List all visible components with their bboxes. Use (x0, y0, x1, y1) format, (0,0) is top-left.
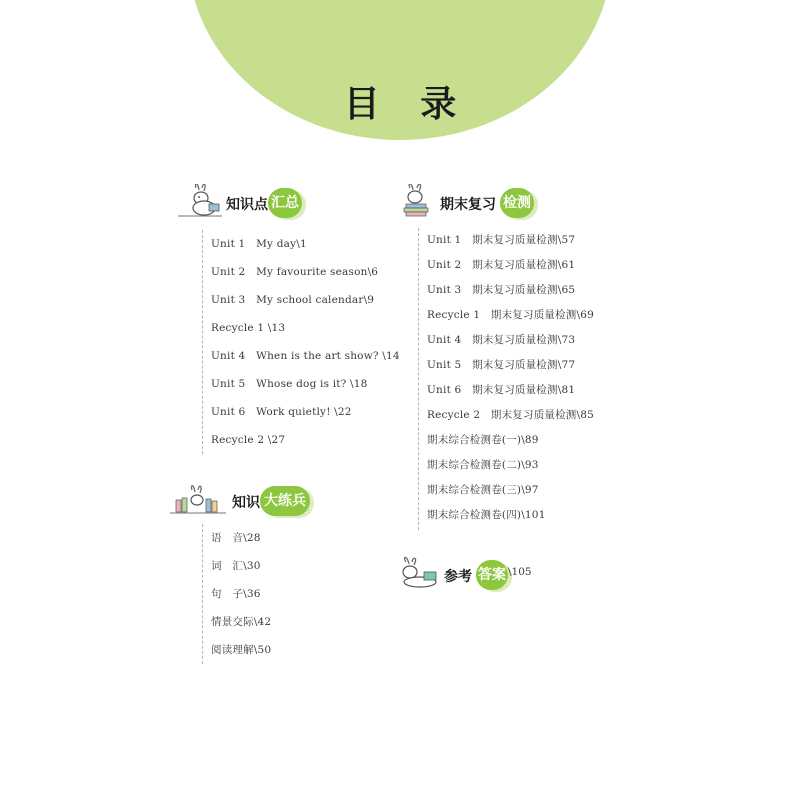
toc-entry[interactable]: Unit 1 期末复习质量检测\57 (427, 234, 576, 246)
bunny-books-icon (168, 482, 228, 518)
section-title: 知识点 (226, 197, 268, 213)
toc-entry[interactable]: Unit 3 期末复习质量检测\65 (427, 284, 576, 296)
toc-entry[interactable]: Recycle 1 \13 (211, 322, 286, 334)
toc-entry[interactable]: Recycle 1 期末复习质量检测\69 (427, 309, 595, 321)
toc-entry[interactable]: Unit 6 Work quietly! \22 (211, 406, 352, 418)
page-title: 目 录 (343, 84, 471, 125)
section-header (168, 482, 318, 518)
toc-entry[interactable]: Unit 5 期末复习质量检测\77 (427, 359, 576, 371)
section-header (176, 184, 316, 220)
section-title: 知识 (232, 495, 260, 511)
toc-entry[interactable]: Unit 1 My day\1 (211, 238, 307, 250)
section-badge: 答案 (476, 560, 508, 590)
toc-entry[interactable]: 期末综合检测卷(三)\97 (427, 484, 539, 496)
toc-entry[interactable]: 期末综合检测卷(四)\101 (427, 509, 546, 521)
toc-entry[interactable]: Unit 2 期末复习质量检测\61 (427, 259, 576, 271)
toc-entry[interactable]: 语 音\28 (211, 532, 261, 544)
section-header (394, 184, 544, 220)
toc-entry[interactable]: Unit 6 期末复习质量检测\81 (427, 384, 576, 396)
bunny-books-stack-icon (394, 184, 440, 220)
toc-entry[interactable]: 阅读理解\50 (211, 644, 272, 656)
toc-entry[interactable]: Unit 2 My favourite season\6 (211, 266, 379, 278)
toc-entry[interactable]: 期末综合检测卷(二)\93 (427, 459, 539, 471)
toc-entry[interactable]: 情景交际\42 (211, 616, 272, 628)
toc-entry[interactable]: 词 汇\30 (211, 560, 261, 572)
toc-entry[interactable]: Unit 4 期末复习质量检测\73 (427, 334, 576, 346)
section-badge: 大练兵 (260, 486, 310, 516)
bunny-lying-icon (394, 556, 444, 592)
toc-entry[interactable]: Recycle 2 \27 (211, 434, 286, 446)
toc-entry[interactable]: Unit 3 My school calendar\9 (211, 294, 375, 306)
toc-list (418, 228, 594, 530)
toc-list (202, 524, 271, 664)
toc-entry[interactable]: Unit 4 When is the art show? \14 (211, 350, 400, 362)
section-title: 参考 (444, 569, 472, 585)
toc-entry[interactable]: 句 子\36 (211, 588, 261, 600)
section-badge: 检测 (500, 188, 534, 218)
toc-entry[interactable]: Unit 5 Whose dog is it? \18 (211, 378, 368, 390)
bunny-reading-icon (176, 184, 226, 220)
toc-list (202, 230, 400, 454)
answers-page-ref[interactable]: \105 (508, 566, 532, 578)
section-badge: 汇总 (268, 188, 302, 218)
toc-entry[interactable]: Recycle 2 期末复习质量检测\85 (427, 409, 595, 421)
section-title: 期末复习 (440, 197, 496, 213)
toc-entry[interactable]: 期末综合检测卷(一)\89 (427, 434, 539, 446)
